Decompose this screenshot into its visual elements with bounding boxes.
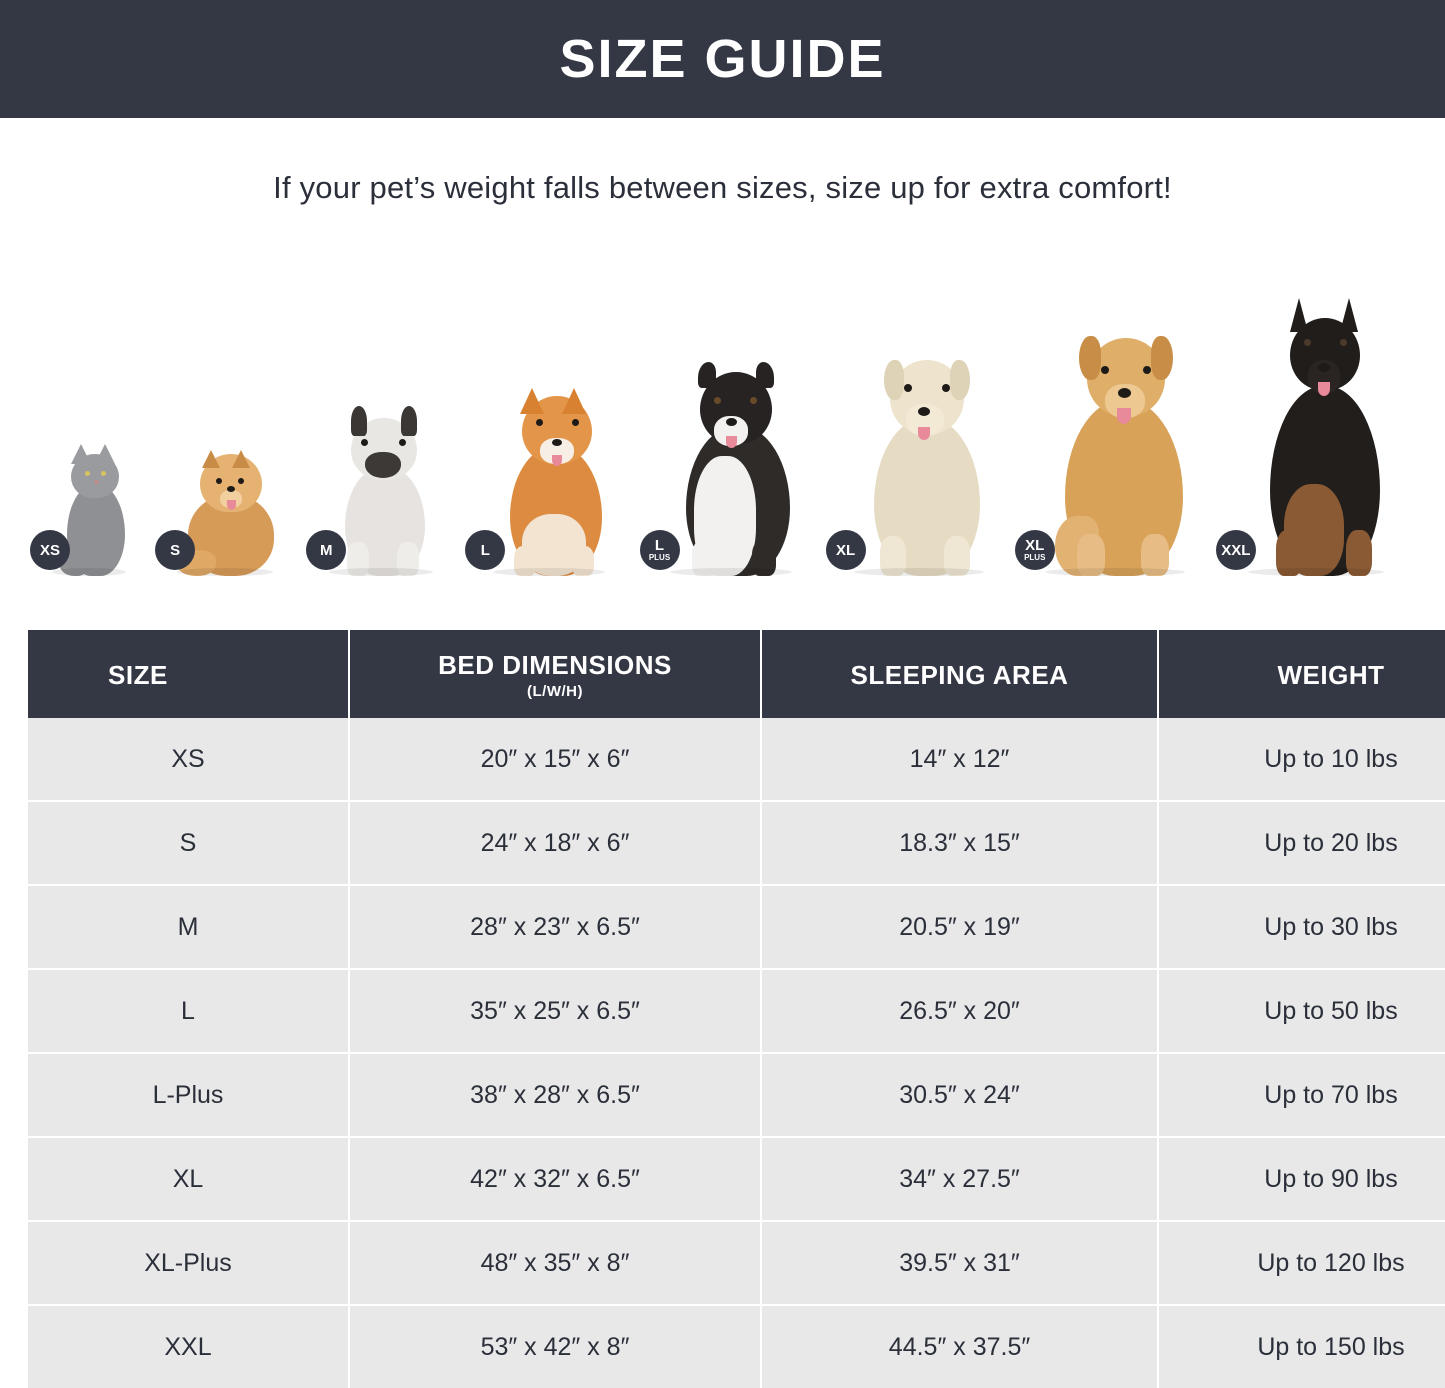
pet-item-xxl (1216, 286, 1417, 576)
cell-size: XXL (28, 1305, 349, 1388)
table-row (28, 718, 1445, 801)
column-header-bed-dimensions (349, 630, 761, 718)
cell-sleeping: 26.5″ x 20″ (761, 969, 1158, 1053)
size-badge-xs: XS (30, 530, 70, 570)
cell-size: M (28, 885, 349, 969)
size-table (28, 630, 1445, 1388)
subtitle-text: If your pet’s weight falls between sizes, size up for extra comfort! (273, 170, 1172, 205)
cell-dims: 24″ x 18″ x 6″ (349, 801, 761, 885)
cell-sleeping: 34″ x 27.5″ (761, 1137, 1158, 1221)
cell-dims: 35″ x 25″ x 6.5″ (349, 969, 761, 1053)
cell-sleeping: 44.5″ x 37.5″ (761, 1305, 1158, 1388)
cell-weight: Up to 70 lbs (1158, 1053, 1445, 1137)
cell-dims: 48″ x 35″ x 8″ (349, 1221, 761, 1305)
cell-dims: 53″ x 42″ x 8″ (349, 1305, 761, 1388)
table-row (28, 885, 1445, 969)
cell-dims: 20″ x 15″ x 6″ (349, 718, 761, 801)
table-row (28, 1137, 1445, 1221)
cell-size: L (28, 969, 349, 1053)
size-badge-l: L (465, 530, 505, 570)
table-row (28, 1053, 1445, 1137)
header-bar (0, 0, 1445, 118)
pet-item-m (300, 386, 461, 576)
column-header-bed-dimensions-label: BED DIMENSIONS (438, 650, 672, 680)
cell-size: S (28, 801, 349, 885)
cell-size: XL-Plus (28, 1221, 349, 1305)
pet-item-l-plus (638, 341, 824, 576)
cell-sleeping: 14″ x 12″ (761, 718, 1158, 801)
size-badge-m: M (306, 530, 346, 570)
cell-weight: Up to 90 lbs (1158, 1137, 1445, 1221)
column-header-bed-dimensions-sub: (L/W/H) (527, 683, 583, 700)
table-row (28, 1221, 1445, 1305)
cell-weight: Up to 150 lbs (1158, 1305, 1445, 1388)
cell-dims: 42″ x 32″ x 6.5″ (349, 1137, 761, 1221)
cell-weight: Up to 10 lbs (1158, 718, 1445, 801)
size-badge-xl: XL (826, 530, 866, 570)
cell-weight: Up to 50 lbs (1158, 969, 1445, 1053)
column-header-weight-label: WEIGHT (1277, 659, 1385, 690)
cell-weight: Up to 120 lbs (1158, 1221, 1445, 1305)
cell-sleeping: 30.5″ x 24″ (761, 1053, 1158, 1137)
pet-item-l (461, 361, 637, 576)
size-badge-l-plus: L PLUS (640, 530, 680, 570)
cell-size: XL (28, 1137, 349, 1221)
pet-item-s (149, 416, 300, 576)
cell-dims: 38″ x 28″ x 6.5″ (349, 1053, 761, 1137)
column-header-sleeping-area-label: SLEEPING AREA (850, 659, 1069, 690)
cell-size: L-Plus (28, 1053, 349, 1137)
cell-sleeping: 39.5″ x 31″ (761, 1221, 1158, 1305)
size-table-wrapper (28, 630, 1417, 1388)
pet-item-xl-plus (1015, 311, 1216, 576)
table-header-row (28, 630, 1445, 718)
table-row (28, 969, 1445, 1053)
table-row (28, 1305, 1445, 1388)
cell-weight: Up to 30 lbs (1158, 885, 1445, 969)
page-title: SIZE GUIDE (559, 29, 886, 89)
table-header (28, 630, 1445, 718)
size-badge-s: S (155, 530, 195, 570)
column-header-size (28, 630, 349, 718)
pet-item-xl (824, 331, 1015, 576)
cell-sleeping: 18.3″ x 15″ (761, 801, 1158, 885)
cell-sleeping: 20.5″ x 19″ (761, 885, 1158, 969)
cell-weight: Up to 20 lbs (1158, 801, 1445, 885)
cell-size: XS (28, 718, 349, 801)
table-row (28, 801, 1445, 885)
column-header-weight (1158, 630, 1445, 718)
pet-size-illustrations (0, 246, 1445, 576)
size-badge-xl-plus: XL PLUS (1015, 530, 1055, 570)
column-header-size-label: SIZE (108, 659, 168, 690)
table-body (28, 718, 1445, 1388)
column-header-sleeping-area (761, 630, 1158, 718)
cell-dims: 28″ x 23″ x 6.5″ (349, 885, 761, 969)
size-badge-xxl: XXL (1216, 530, 1256, 570)
pet-item-xs (28, 426, 149, 576)
